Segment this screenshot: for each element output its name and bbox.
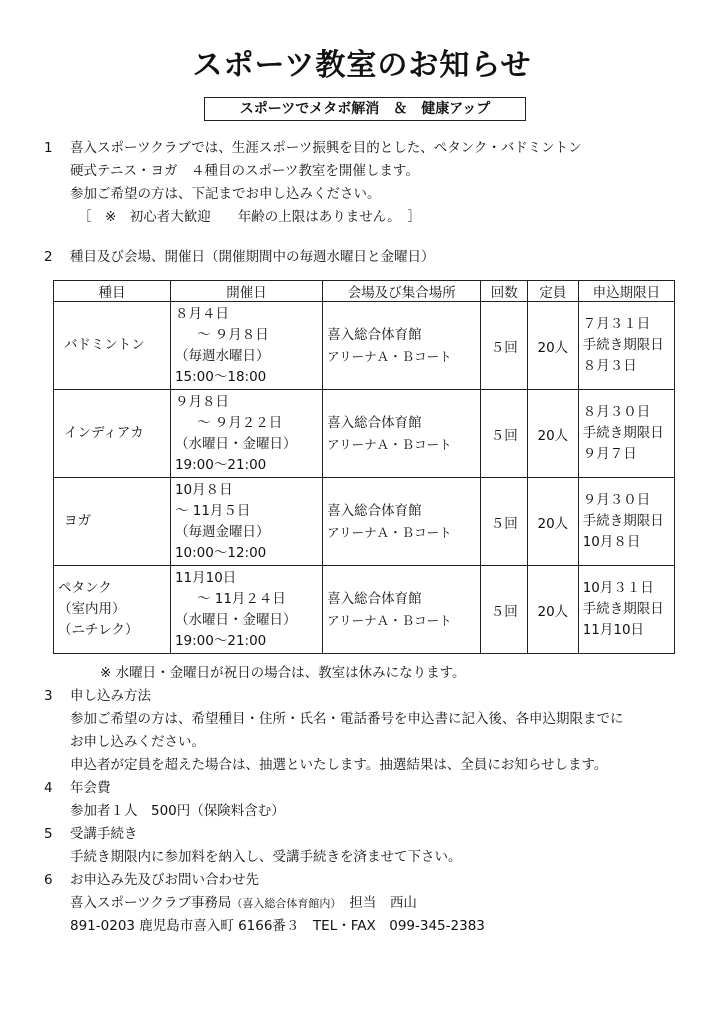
section1-line1: 喜入スポーツクラブでは、生涯スポーツ振興を目的とした、ペタンク・バドミントン <box>70 140 582 156</box>
section5-line1: 手続き期限内に参加料を納入し、受講手続きを済ませて下さい。 <box>70 849 462 865</box>
table-note: ※ 水曜日・金曜日が祝日の場合は、教室は休みになります。 <box>100 665 466 681</box>
date-start: ８月４日 <box>174 305 229 322</box>
schedule-table <box>53 280 675 654</box>
procedure-date: ８月３日 <box>582 358 637 374</box>
event-name: インディアカ <box>64 425 144 441</box>
deadline-cell <box>578 478 674 566</box>
deadline-date: ７月３１日 <box>582 316 651 332</box>
venue-name: 喜入総合体育館 <box>327 590 422 607</box>
header-event: 種目 <box>54 281 171 302</box>
deadline-cell <box>578 302 674 390</box>
event-name: ヨガ <box>64 513 91 529</box>
section1-line4: ［ ※ 初心者大歓迎 年齢の上限はありません。 ］ <box>78 209 421 225</box>
section5-heading: 受講手続き <box>70 826 138 842</box>
deadline-label: 手続き期限日 <box>582 513 664 529</box>
date-days: （水曜日・金曜日） <box>174 435 297 452</box>
section2-number: 2 <box>44 249 53 265</box>
date-time: 19:00～21:00 <box>174 632 267 649</box>
section1-line3: 参加ご希望の方は、下記までお申し込みください。 <box>70 186 381 202</box>
section1-number: 1 <box>44 140 53 156</box>
section4-heading: 年会費 <box>70 780 111 796</box>
venue-court: アリーナＡ・Ｂコート <box>327 348 452 364</box>
date-time: 15:00～18:00 <box>174 368 267 385</box>
deadline-cell <box>578 566 674 654</box>
date-days: （毎週水曜日） <box>174 347 270 364</box>
table-header-row <box>54 281 675 302</box>
subtitle-box: スポーツでメタボ解消 ＆ 健康アップ <box>204 97 526 121</box>
deadline-date: ８月３０日 <box>582 404 651 420</box>
event-note: （室内用） <box>58 601 126 617</box>
header-venue: 会場及び集合場所 <box>323 281 481 302</box>
header-deadline: 申込期限日 <box>578 281 674 302</box>
header-count: 回数 <box>481 281 528 302</box>
table-row <box>54 390 675 478</box>
table-row <box>54 302 675 390</box>
section6-number: 6 <box>44 872 53 888</box>
section4-line1: 参加者１人 500円（保険料含む） <box>70 803 285 819</box>
address-line: 891-0203 鹿児島市喜入町 6166番３ TEL・FAX 099-345-2383 <box>70 918 485 934</box>
date-days: （水曜日・金曜日） <box>174 611 297 628</box>
capacity-cell: 20人 <box>528 478 579 566</box>
venue-court: アリーナＡ・Ｂコート <box>327 436 452 452</box>
office-note: （喜入総合体育館内） <box>231 897 336 910</box>
event-name: ペタンク <box>58 580 112 596</box>
deadline-label: 手続き期限日 <box>582 425 664 441</box>
count-cell: ５回 <box>481 478 528 566</box>
table-row <box>54 566 675 654</box>
procedure-date: ９月７日 <box>582 446 637 462</box>
page-title: スポーツ教室のお知らせ <box>192 48 532 83</box>
dates-cell <box>170 302 322 390</box>
count-cell: ５回 <box>481 566 528 654</box>
deadline-date: 10月３１日 <box>582 580 654 596</box>
capacity-cell: 20人 <box>528 390 579 478</box>
header-capacity: 定員 <box>528 281 579 302</box>
section3-heading: 申し込み方法 <box>70 688 151 704</box>
dates-cell <box>170 566 322 654</box>
procedure-date: 10月８日 <box>582 534 641 550</box>
section4-number: 4 <box>44 780 53 796</box>
section1-line2: 硬式テニス・ヨガ ４種目のスポーツ教室を開催します。 <box>70 163 419 179</box>
contact-person: 担当 西山 <box>349 895 417 911</box>
dates-cell <box>170 478 322 566</box>
section3-line3: 申込者が定員を超えた場合は、抽選といたします。抽選結果は、全員にお知らせします。 <box>70 757 608 773</box>
event-cell <box>54 478 171 566</box>
venue-cell <box>323 390 481 478</box>
event-note: （ニチレク） <box>58 622 139 638</box>
section3-line2: お申し込みください。 <box>70 734 205 750</box>
date-end: ～ ９月２２日 <box>196 414 283 431</box>
venue-cell <box>323 302 481 390</box>
venue-cell <box>323 478 481 566</box>
event-name: バドミントン <box>64 337 145 353</box>
section3-number: 3 <box>44 688 53 704</box>
table-row <box>54 478 675 566</box>
procedure-date: 11月10日 <box>582 622 645 638</box>
date-end: ～ 11月５日 <box>174 502 251 519</box>
date-start: 11月10日 <box>174 569 237 586</box>
deadline-date: ９月３０日 <box>582 492 651 508</box>
office-name: 喜入スポーツクラブ事務局 <box>70 895 232 911</box>
venue-court: アリーナＡ・Ｂコート <box>327 524 452 540</box>
count-cell: ５回 <box>481 390 528 478</box>
date-time: 19:00～21:00 <box>174 456 267 473</box>
section5-number: 5 <box>44 826 53 842</box>
deadline-label: 手続き期限日 <box>582 601 664 617</box>
capacity-cell: 20人 <box>528 302 579 390</box>
venue-cell <box>323 566 481 654</box>
event-cell <box>54 390 171 478</box>
capacity-cell: 20人 <box>528 566 579 654</box>
date-time: 10:00～12:00 <box>174 544 267 561</box>
date-start: ９月８日 <box>174 393 229 410</box>
section2-heading: 種目及び会場、開催日（開催期間中の毎週水曜日と金曜日） <box>70 249 435 265</box>
header-dates: 開催日 <box>170 281 322 302</box>
section6-heading: お申込み先及びお問い合わせ先 <box>70 872 259 888</box>
count-cell: ５回 <box>481 302 528 390</box>
venue-name: 喜入総合体育館 <box>327 502 422 519</box>
dates-cell <box>170 390 322 478</box>
date-end: ～ 11月２４日 <box>196 590 286 607</box>
contact-line <box>70 894 417 913</box>
section3-line1: 参加ご希望の方は、希望種目・住所・氏名・電話番号を申込書に記入後、各申込期限までに <box>70 711 624 727</box>
date-start: 10月８日 <box>174 481 233 498</box>
event-cell <box>54 302 171 390</box>
deadline-cell <box>578 390 674 478</box>
date-end: ～ ９月８日 <box>196 326 269 343</box>
deadline-label: 手続き期限日 <box>582 337 664 353</box>
date-days: （毎週金曜日） <box>174 523 270 540</box>
venue-name: 喜入総合体育館 <box>327 414 422 431</box>
venue-name: 喜入総合体育館 <box>327 326 422 343</box>
event-cell <box>54 566 171 654</box>
venue-court: アリーナＡ・Ｂコート <box>327 612 452 628</box>
